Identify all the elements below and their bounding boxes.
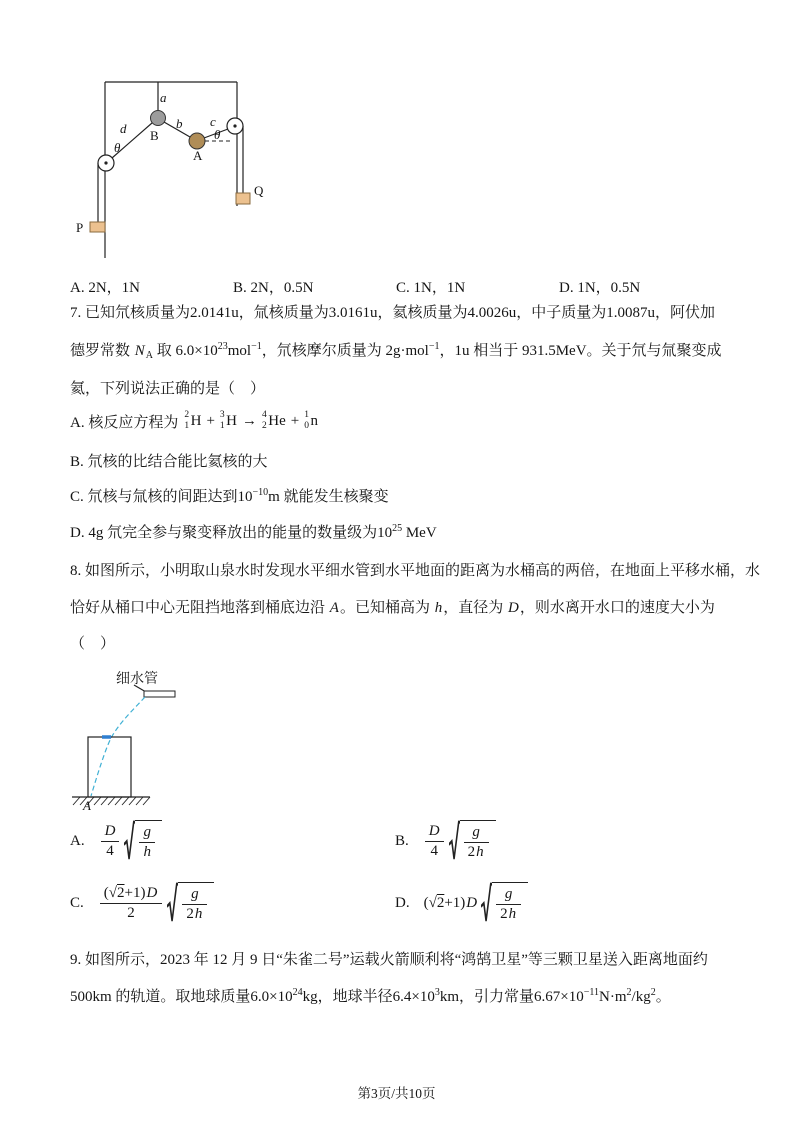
coefficient: 2	[186, 905, 194, 922]
numerator: g	[191, 886, 199, 902]
text: km，引力常量6.67×10	[439, 989, 584, 1005]
q9-stem-line2	[70, 985, 671, 1006]
water-pipe	[144, 691, 175, 697]
fraction	[101, 822, 120, 861]
mass-number: 4	[262, 410, 267, 420]
water-trajectory-dashed	[91, 697, 145, 796]
text: MeV	[402, 525, 437, 541]
plus-sign: +	[206, 412, 215, 429]
option-label: D.	[395, 894, 410, 911]
superscript: −11	[583, 987, 600, 998]
q8-stem-line3: （ ）	[70, 636, 116, 652]
label-point-A: A	[83, 798, 91, 813]
fraction	[464, 823, 489, 862]
sqrt2-radicand: 2	[117, 885, 125, 901]
mass-number: 3	[219, 410, 225, 420]
numerator: D	[428, 823, 440, 839]
fraction	[425, 822, 444, 861]
text: C. 氘核与氚核的间距达到10	[70, 489, 253, 505]
fraction	[182, 885, 207, 924]
q8-option-d	[395, 882, 528, 925]
q6-option-a: A. 2N，1N	[70, 280, 140, 296]
text: ，直径为	[443, 600, 507, 616]
superscript: 3	[434, 987, 440, 998]
frame	[105, 82, 237, 258]
plus-sign: +	[290, 412, 300, 429]
q8-bucket-figure	[70, 652, 300, 822]
label-weight-Q: Q	[254, 183, 264, 198]
page-footer: 第3页/共10页	[357, 1086, 436, 1101]
q8-stem-line1: 8. 如图所示，小明取山泉水时发现水平细水管到水平地面的距离为水桶高的两倍，在地面上平移水桶，水	[70, 563, 761, 579]
label-string-c: c	[210, 114, 216, 129]
mass-number: 1	[304, 410, 309, 420]
text: ，氘核摩尔质量为 2g·mol	[261, 343, 429, 359]
weight-P	[90, 222, 105, 232]
option-label: A.	[70, 832, 85, 849]
label-string-b: b	[176, 116, 183, 131]
text: 500km 的轨道。取地球质量6.0×10	[70, 989, 293, 1005]
label-weight-P: P	[76, 220, 84, 235]
atomic-number: 1	[184, 421, 190, 432]
numerator: g	[472, 824, 480, 840]
text: +1)	[444, 894, 466, 911]
right-pulley-axle	[233, 124, 236, 127]
sqrt2-radicand: 2	[436, 894, 445, 911]
square-root	[449, 820, 496, 863]
q6-pulley-figure	[70, 68, 280, 273]
variable-h: h	[508, 905, 517, 922]
text: ，则水离开水口的速度大小为	[519, 600, 715, 616]
nuclide-neutron	[304, 410, 318, 433]
label-theta-right: θ	[214, 127, 221, 142]
radical-sign	[124, 820, 135, 863]
superscript: 25	[392, 523, 403, 534]
q6-option-d: D. 1N，0.5N	[559, 280, 641, 296]
coefficient: 2	[467, 843, 476, 860]
denominator	[464, 842, 489, 862]
denominator	[182, 904, 207, 924]
denominator: h	[139, 842, 155, 862]
label-ball-A: A	[193, 148, 203, 163]
superscript: 23	[217, 341, 228, 352]
text: 。	[655, 989, 671, 1005]
subscript: A	[145, 350, 154, 361]
q6-option-c: C. 1N，1N	[396, 280, 466, 296]
atomic-number: 2	[262, 421, 267, 432]
text: (√	[103, 885, 117, 901]
ball-A	[189, 133, 205, 149]
label-theta-left: θ	[114, 140, 121, 155]
square-root	[124, 820, 162, 863]
text: 取 6.0×10	[153, 343, 218, 359]
nuclide-helium	[262, 410, 286, 433]
superscript: −1	[428, 341, 440, 352]
radical-sign	[449, 820, 460, 863]
q7-stem-line2	[70, 339, 722, 360]
q8-option-a	[70, 820, 162, 863]
q7-option-b: B. 氘核的比结合能比氦核的大	[70, 454, 268, 470]
square-root	[481, 882, 528, 925]
pipe-label: 细水管	[116, 672, 158, 687]
q9-stem-line1: 9. 如图所示，2023 年 12 月 9 日“朱雀二号”运载火箭顺利将“鸿鹄卫星”等三颗卫星送入距离地面约	[70, 952, 708, 968]
q8-option-b	[395, 820, 496, 863]
symbol-NA: N	[134, 343, 145, 359]
superscript: 2	[650, 987, 656, 998]
text: m 就能发生核聚变	[268, 489, 389, 505]
superscript: 2	[626, 987, 632, 998]
coefficient: 2	[500, 905, 508, 922]
label-string-a: a	[160, 90, 167, 105]
q7-option-a	[70, 410, 319, 433]
text: /kg	[631, 989, 651, 1005]
nuclide-deuterium	[184, 410, 201, 433]
atomic-number: 0	[304, 421, 309, 432]
denominator	[496, 904, 521, 924]
text: D. 4g 氘完全参与聚变释放出的能量的数量级为10	[70, 525, 393, 541]
element-symbol: n	[310, 412, 318, 429]
text: 。已知桶高为	[339, 600, 434, 616]
option-label: B.	[395, 832, 409, 849]
left-pulley-axle	[104, 161, 107, 164]
q6-option-b: B. 2N，0.5N	[233, 280, 314, 296]
fraction	[496, 885, 521, 924]
q7-option-c	[70, 485, 389, 506]
option-label: C.	[70, 894, 84, 911]
fraction	[139, 823, 155, 862]
variable-h: h	[434, 600, 443, 616]
text: 德罗常数	[70, 343, 134, 359]
superscript: −1	[251, 341, 262, 352]
mass-number: 2	[184, 410, 190, 420]
variable-D: D	[507, 600, 519, 616]
text: ，1u 相当于 931.5MeV。关于氘与氚聚变成	[439, 343, 722, 359]
superscript: 24	[292, 987, 303, 998]
fraction	[100, 884, 163, 923]
numerator: g	[504, 886, 513, 902]
q8-option-c	[70, 882, 214, 925]
ball-B	[151, 111, 166, 126]
q7-stem-line1: 7. 已知氘核质量为2.0141u，氚核质量为3.0161u，氦核质量为4.0026u，中子质量为1.0087u，阿伏加	[70, 305, 716, 321]
variable-h: h	[194, 905, 203, 922]
label-ball-B: B	[150, 128, 159, 143]
text: (√	[423, 894, 437, 911]
text: +1)	[124, 885, 146, 901]
radical-sign	[481, 882, 492, 925]
variable-A: A	[329, 600, 339, 616]
numerator: D	[104, 823, 116, 839]
superscript: −10	[252, 487, 269, 498]
reaction-arrow: →	[242, 412, 257, 429]
weight-Q	[236, 193, 250, 204]
square-root	[167, 882, 214, 925]
element-symbol: H	[190, 412, 202, 429]
label-string-d: d	[120, 121, 127, 136]
numerator: g	[143, 824, 151, 840]
element-symbol: H	[226, 412, 237, 429]
variable-D: D	[146, 885, 158, 901]
q7-option-d	[70, 521, 437, 542]
element-symbol: He	[268, 412, 286, 429]
bucket	[88, 737, 131, 797]
radical-sign	[167, 882, 178, 925]
q6-options-row	[0, 276, 793, 296]
text: kg，地球半径6.4×10	[302, 989, 435, 1005]
q8-stem-line2	[70, 596, 715, 617]
variable-h: h	[476, 843, 484, 860]
text: N·m	[599, 989, 627, 1005]
q7-stem-line3: 氦，下列说法正确的是（ ）	[70, 381, 266, 397]
text: A. 核反应方程为	[70, 414, 179, 431]
variable-D: D	[466, 894, 478, 911]
text: 恰好从桶口中心无阻挡地落到桶底边沿	[70, 600, 329, 616]
nuclide-tritium	[220, 410, 237, 433]
denominator: 4	[425, 841, 444, 861]
denominator: 2	[100, 903, 163, 923]
denominator: 4	[101, 841, 120, 861]
atomic-number: 1	[219, 421, 225, 432]
text: mol	[227, 343, 252, 359]
